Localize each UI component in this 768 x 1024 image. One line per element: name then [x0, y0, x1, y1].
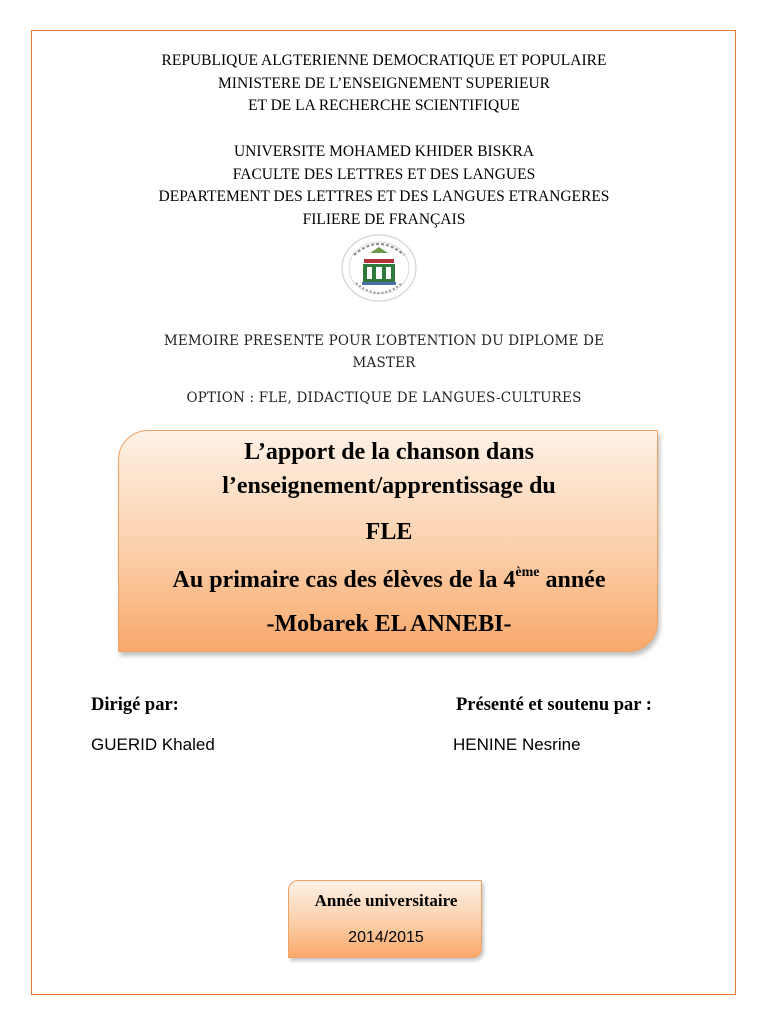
title-line-4-end: année [539, 567, 606, 593]
academic-year-box [288, 880, 482, 958]
title-line-2: l’enseignement/apprentissage du [222, 473, 556, 499]
title-line-4 [119, 567, 659, 594]
republic-line: REPUBLIQUE ALGTERIENNE DEMOCRATIQUE ET POPULAIRE [161, 52, 607, 69]
academic-year-value: 2014/2015 [348, 929, 424, 946]
title-line-5: -Mobarek EL ANNEBI- [266, 611, 512, 637]
faculty-name: FACULTE DES LETTRES ET DES LANGUES [232, 165, 536, 183]
memoire-heading [0, 330, 768, 374]
title-line-1: L’apport de la chanson dans [244, 439, 534, 465]
student-label: Présenté et soutenu par : [456, 695, 652, 715]
research-line: ET DE LA RECHERCHE SCIENTIFIQUE [248, 97, 520, 114]
title-line-3: FLE [365, 519, 413, 545]
department-name: DEPARTEMENT DES LETTRES ET DES LANGUES ETRANGERES [158, 188, 610, 205]
title-line-4-main: Au primaire cas des élèves de la 4 [172, 567, 516, 593]
supervisor-label: Dirigé par: [91, 695, 179, 715]
student-name: HENINE Nesrine [453, 735, 581, 754]
university-emblem-icon [340, 233, 418, 303]
option-line: OPTION : FLE, DIDACTIQUE DE LANGUES-CULTURES [186, 390, 582, 406]
title-line-4-sup: ème [515, 565, 540, 580]
filiere-name: FILIERE DE FRANÇAIS [302, 210, 466, 228]
supervisor-name: GUERID Khaled [91, 735, 215, 754]
academic-year-label: Année universitaire [314, 891, 458, 910]
ministry-line: MINISTERE DE L’ENSEIGNEMENT SUPERIEUR [218, 74, 550, 92]
master-line: MASTER [352, 355, 416, 371]
institution-header [0, 50, 768, 118]
university-name: UNIVERSITE MOHAMED KHIDER BISKRA [233, 143, 535, 160]
memoire-line: MEMOIRE PRESENTE POUR L’OBTENTION DU DIPLOME DE [163, 333, 605, 349]
university-header [0, 141, 768, 231]
thesis-title-box [118, 430, 658, 652]
